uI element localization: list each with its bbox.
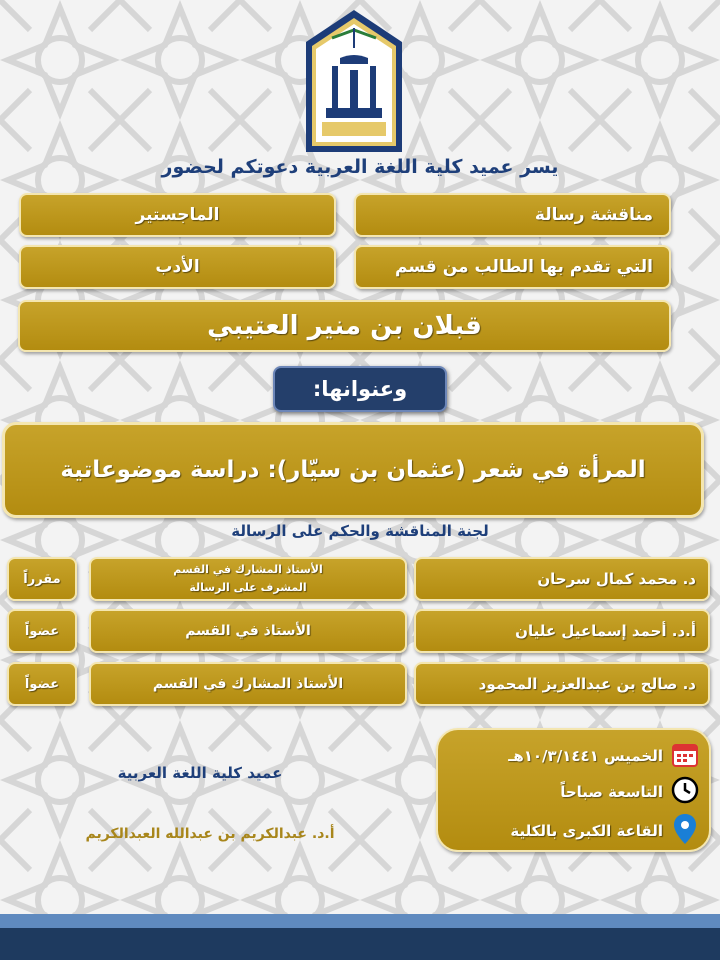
committee-member-role: عضواً [7,662,77,706]
department-intro: التي تقدم بها الطالب من قسم [354,245,671,289]
clock-icon [671,776,699,808]
title-label: وعنوانها: [273,366,447,412]
department-name: الأدب [19,245,336,289]
committee-member-name: د. صالح بن عبدالعزيز المحمود [414,662,710,706]
committee-member-name: د. محمد كمال سرحان [414,557,710,601]
discussion-label: مناقشة رسالة [354,193,671,237]
rank-line: الأستاذ المشارك في القسم [173,563,323,576]
location-pin-icon [671,812,699,850]
committee-member-role: مقرراً [7,557,77,601]
degree-label: الماجستير [19,193,336,237]
footer-bar [0,928,720,960]
student-name: قبلان بن منير العتيبي [18,300,671,352]
event-date: الخميس ١٠/٣/١٤٤١هـ [508,747,663,765]
event-details-box [436,728,711,852]
dean-label: عميد كلية اللغة العربية [117,764,283,782]
rank-line: المشرف على الرسالة [189,581,307,594]
event-time: التاسعة صباحاً [560,783,663,801]
event-place: القاعة الكبرى بالكلية [510,822,663,840]
committee-member-name: أ.د. أحمد إسماعيل عليان [414,609,710,653]
calendar-icon [671,740,699,772]
committee-member-rank: الأستاذ في القسم [89,609,407,653]
dean-name: أ.د. عبدالكريم بن عبدالله العبدالكريم [85,826,335,842]
date-row [508,740,699,772]
invitation-text: يسر عميد كلية اللغة العربية دعوتكم لحضور [161,156,559,178]
committee-label: لجنة المناقشة والحكم على الرسالة [231,522,489,540]
university-logo [302,8,406,154]
committee-member-rank: الأستاذ المشارك في القسم [89,662,407,706]
committee-member-rank [89,557,407,601]
time-row [560,776,699,808]
committee-member-role: عضواً [7,609,77,653]
place-row [510,812,699,850]
thesis-title: المرأة في شعر (عثمان بن سيّار): دراسة موضوعاتية [2,422,704,518]
footer-stripe [0,914,720,928]
